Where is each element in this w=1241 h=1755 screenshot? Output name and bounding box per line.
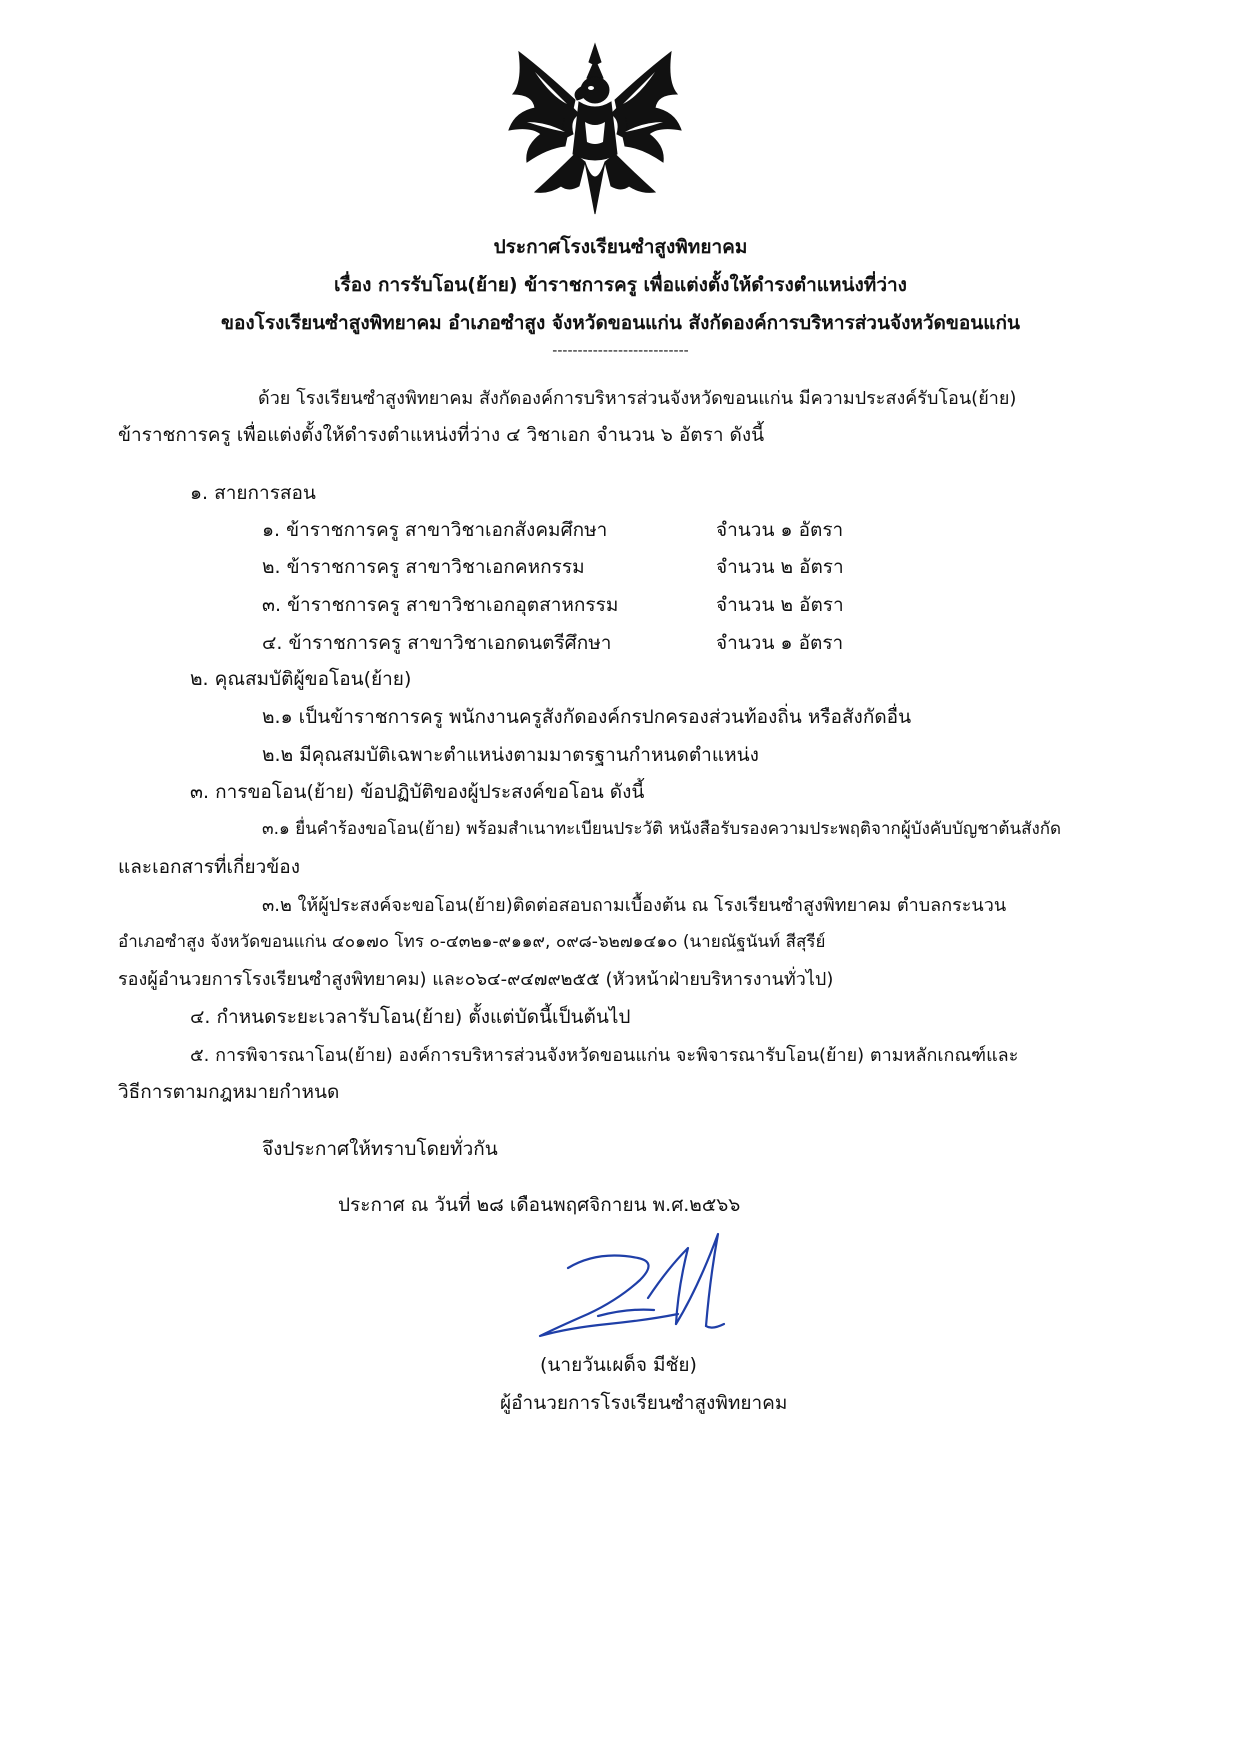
section2-item1: ๒.๑ เป็นข้าราชการครู พนักงานครูสังกัดองค์กรปกครองส่วนท้องถิ่น หรือสังกัดอื่น	[262, 706, 912, 728]
announcement-title: ประกาศโรงเรียนซำสูงพิทยาคม	[493, 236, 748, 258]
position-label: ๓. ข้าราชการครู สาขาวิชาเอกอุตสาหกรรม	[262, 594, 619, 616]
section5-line2: วิธีการตามกฎหมายกำหนด	[118, 1081, 340, 1103]
position-count: จำนวน ๒ อัตรา	[716, 594, 844, 616]
position-label: ๔. ข้าราชการครู สาขาวิชาเอกดนตรีศึกษา	[262, 632, 612, 654]
section1-heading: ๑. สายการสอน	[190, 482, 316, 504]
section5-line1: ๕. การพิจารณาโอน(ย้าย) องค์การบริหารส่วนจังหวัดขอนแก่น จะพิจารณารับโอน(ย้าย) ตามหลักเกณฑ์และ	[190, 1045, 1019, 1066]
position-label: ๑. ข้าราชการครู สาขาวิชาเอกสังคมศึกษา	[262, 519, 608, 541]
announcement-subject: เรื่อง การรับโอน(ย้าย) ข้าราชการครู เพื่อแต่งตั้งให้ดำรงตำแหน่งที่ว่าง	[334, 274, 907, 296]
section3-item2-line1: ๓.๒ ให้ผู้ประสงค์จะขอโอน(ย้าย)ติดต่อสอบถามเบื้องต้น ณ โรงเรียนซำสูงพิทยาคม ตำบลกระนวน	[262, 895, 1007, 916]
position-count: จำนวน ๒ อัตรา	[716, 556, 844, 578]
signatory-name: (นายวันเผด็จ มีชัย)	[540, 1354, 697, 1376]
section2-heading: ๒. คุณสมบัติผู้ขอโอน(ย้าย)	[190, 668, 412, 690]
intro-line1: ด้วย โรงเรียนซำสูงพิทยาคม สังกัดองค์การบริหารส่วนจังหวัดขอนแก่น มีความประสงค์รับโอน(ย้าย)	[258, 388, 1017, 409]
garuda-emblem-icon	[505, 42, 685, 220]
section3-item1-line1: ๓.๑ ยื่นคำร้องขอโอน(ย้าย) พร้อมสำเนาทะเบียนประวัติ หนังสือรับรองความประพฤติจากผู้บังคับบัญชาต้นสังกัด	[262, 819, 1062, 839]
closing-announce: จึงประกาศให้ทราบโดยทั่วกัน	[262, 1138, 498, 1160]
position-count: จำนวน ๑ อัตรา	[716, 519, 844, 541]
signatory-position: ผู้อำนวยการโรงเรียนซำสูงพิทยาคม	[500, 1392, 788, 1414]
section3-item2-line3: รองผู้อำนวยการโรงเรียนซำสูงพิทยาคม) และ๐๖๔-๙๔๗๙๒๕๕ (หัวหน้าฝ่ายบริหารงานทั่วไป)	[118, 969, 834, 990]
header-divider: ---------------------------	[552, 343, 689, 359]
closing-date: ประกาศ ณ วันที่ ๒๘ เดือนพฤศจิกายน พ.ศ.๒๕๖๖	[338, 1194, 741, 1216]
position-label: ๒. ข้าราชการครู สาขาวิชาเอกคหกรรม	[262, 556, 585, 578]
section3-item1-line2: และเอกสารที่เกี่ยวข้อง	[118, 856, 300, 878]
signature-icon	[528, 1228, 748, 1358]
intro-line2: ข้าราชการครู เพื่อแต่งตั้งให้ดำรงตำแหน่งที่ว่าง ๔ วิชาเอก จำนวน ๖ อัตรา ดังนี้	[118, 424, 765, 446]
position-count: จำนวน ๑ อัตรา	[716, 632, 844, 654]
section3-heading: ๓. การขอโอน(ย้าย) ข้อปฏิบัติของผู้ประสงค์ขอโอน ดังนี้	[190, 781, 645, 803]
section3-item2-line2: อำเภอซำสูง จังหวัดขอนแก่น ๔๐๑๗๐ โทร ๐-๔๓๒๑-๙๑๑๙, ๐๙๘-๖๒๗๑๔๑๐ (นายณัฐนันท์ สีสุรีย์	[118, 932, 826, 952]
section2-item2: ๒.๒ มีคุณสมบัติเฉพาะตำแหน่งตามมาตรฐานกำหนดตำแหน่ง	[262, 744, 759, 766]
section4-text: ๔. กำหนดระยะเวลารับโอน(ย้าย) ตั้งแต่บัดนี้เป็นต้นไป	[190, 1006, 631, 1028]
announcement-subject-line2: ของโรงเรียนซำสูงพิทยาคม อำเภอซำสูง จังหวัดขอนแก่น สังกัดองค์การบริหารส่วนจังหวัดขอนแก่น	[220, 312, 1021, 334]
